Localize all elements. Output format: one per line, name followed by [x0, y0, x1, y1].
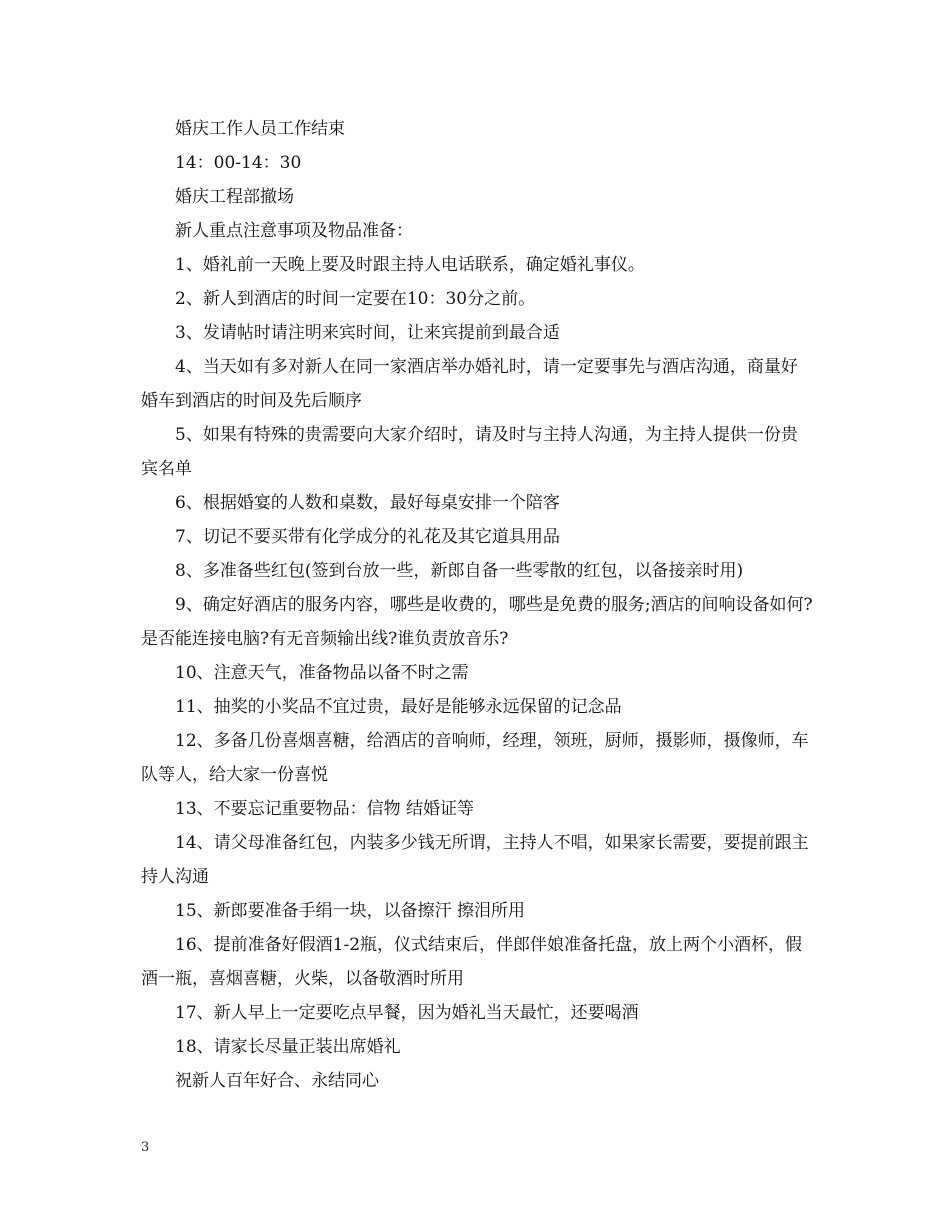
list-item: 9、确定好酒店的服务内容，哪些是收费的，哪些是免费的服务;酒店的间响设备如何?是否能连接电脑?有无音频输出线?谁负责放音乐? [141, 595, 813, 649]
list-item: 13、不要忘记重要物品：信物 结婚证等 [175, 799, 475, 819]
page-number: 3 [141, 1140, 150, 1155]
list-item: 5、如果有特殊的贵需要向大家介绍时，请及时与主持人沟通，为主持人提供一份贵宾名单 [141, 425, 798, 479]
paragraph: 婚庆工程部撤场 [175, 187, 294, 207]
list-item: 10、注意天气，准备物品以备不时之需 [175, 663, 469, 683]
list-item: 6、根据婚宴的人数和桌数，最好每桌安排一个陪客 [175, 493, 560, 513]
list-item: 8、多准备些红包(签到台放一些，新郎自备一些零散的红包，以备接亲时用) [175, 561, 744, 581]
list-item: 14、请父母准备红包，内装多少钱无所谓，主持人不唱，如果家长需要，要提前跟主持人沟通 [141, 833, 809, 887]
list-item: 1、婚礼前一天晚上要及时跟主持人电话联系，确定婚礼事仪。 [175, 255, 645, 275]
document-body [141, 112, 813, 1098]
list-item: 2、新人到酒店的时间一定要在10：30分之前。 [175, 289, 536, 309]
list-item: 11、抽奖的小奖品不宜过贵，最好是能够永远保留的记念品 [175, 697, 622, 717]
list-item: 4、当天如有多对新人在同一家酒店举办婚礼时，请一定要事先与酒店沟通，商量好婚车到酒店的时间及先后顺序 [141, 357, 798, 411]
list-item: 12、多备几份喜烟喜糖，给酒店的音响师，经理，领班，厨师，摄影师，摄像师，车队等人，给大家一份喜悦 [141, 731, 809, 785]
list-item: 15、新郎要准备手绢一块，以备擦汗 擦泪所用 [175, 901, 526, 921]
list-item: 16、提前准备好假酒1-2瓶，仪式结束后，伴郎伴娘准备托盘，放上两个小酒杯，假酒一瓶，喜烟喜糖，火柴，以备敬酒时所用 [141, 935, 803, 989]
paragraph: 14：00-14：30 [175, 153, 302, 173]
list-item: 3、发请帖时请注明来宾时间，让来宾提前到最合适 [175, 323, 560, 343]
list-item: 17、新人早上一定要吃点早餐，因为婚礼当天最忙，还要喝酒 [175, 1003, 639, 1023]
section-heading: 新人重点注意事项及物品准备： [175, 221, 413, 241]
paragraph: 婚庆工作人员工作结束 [175, 119, 345, 139]
closing-line: 祝新人百年好合、永结同心 [175, 1071, 379, 1091]
list-item: 18、请家长尽量正装出席婚礼 [175, 1037, 401, 1057]
list-item: 7、切记不要买带有化学成分的礼花及其它道具用品 [175, 527, 560, 547]
